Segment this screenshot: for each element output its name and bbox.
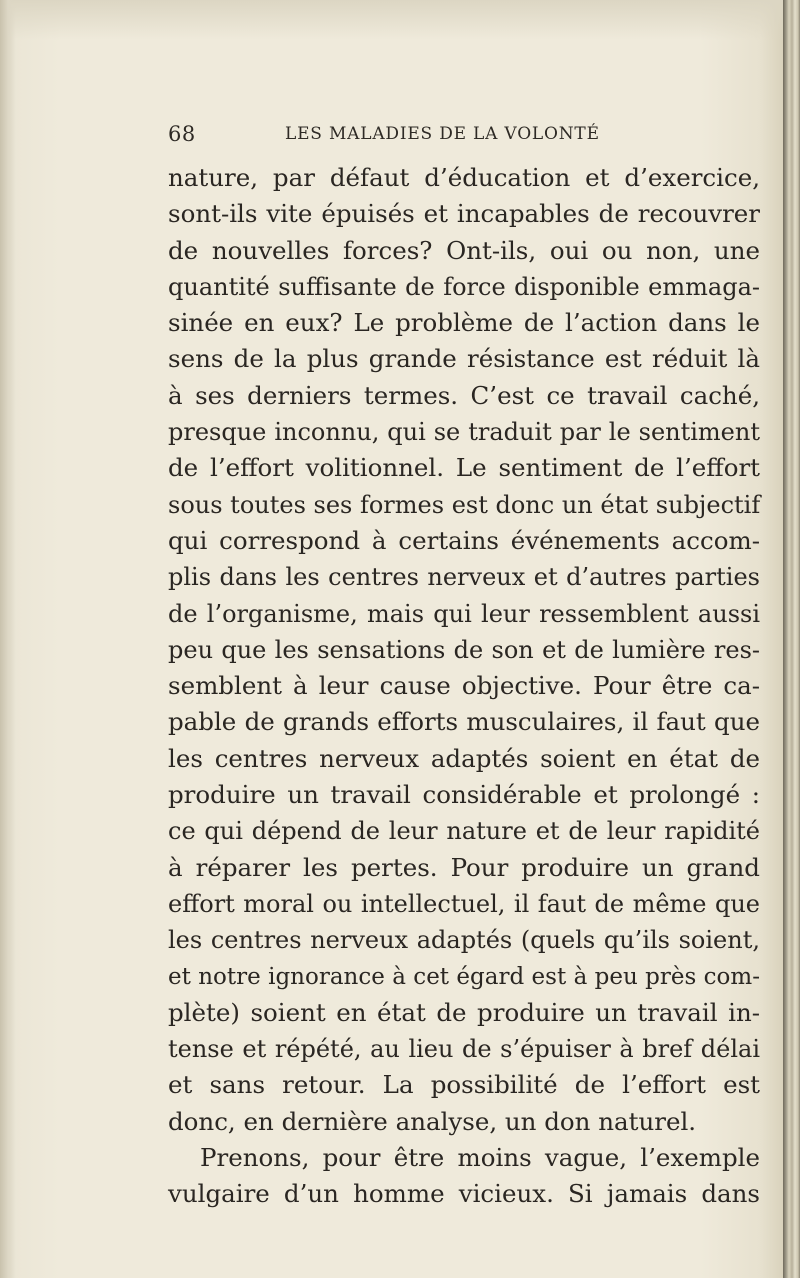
page-number: 68	[168, 122, 196, 146]
text-line: tense et répété, au lieu de s’épuiser à bref délai	[168, 1035, 760, 1064]
text-line: peu que les sensations de son et de lumière res-	[168, 635, 760, 664]
text-line: et notre ignorance à cet égard est à peu près com-	[168, 963, 760, 990]
text-line: nature, par défaut d’éducation et d’exercice,	[168, 163, 760, 192]
text-line: de l’organisme, mais qui leur ressemblent aussi	[168, 599, 760, 628]
text-line: presque inconnu, qui se traduit par le sentiment	[168, 418, 760, 447]
page-header	[168, 122, 758, 150]
page-top-shadow	[0, 0, 800, 40]
text-line: produire un travail considérable et prolongé :	[168, 780, 760, 810]
text-line: vulgaire d’un homme vicieux. Si jamais dans	[168, 1179, 760, 1209]
text-line: à ses derniers termes. C’est ce travail caché,	[168, 380, 760, 410]
text-line: de nouvelles forces? Ont-ils, oui ou non, une	[168, 235, 760, 265]
text-line: Prenons, pour être moins vague, l’exemple	[200, 1143, 760, 1173]
text-line: sous toutes ses formes est donc un état subjectif	[168, 490, 761, 519]
text-line: pable de grands efforts musculaires, il faut que	[168, 707, 760, 737]
text-line: les centres nerveux adaptés soient en état de	[168, 743, 760, 773]
text-line: de l’effort volitionnel. Le sentiment de l’effort	[168, 453, 760, 483]
running-title: LES MALADIES DE LA VOLONTÉ	[285, 124, 600, 144]
text-line: plis dans les centres nerveux et d’autres parties	[168, 563, 760, 592]
text-line: semblent à leur cause objective. Pour être ca-	[168, 671, 760, 701]
text-line: sont-ils vite épuisés et incapables de recouvrer	[168, 199, 760, 229]
text-line: effort moral ou intellectuel, il faut de même que	[168, 889, 760, 918]
text-line: plète) soient en état de produire un travail in-	[168, 997, 760, 1027]
text-line: et sans retour. La possibilité de l’effort est	[168, 1070, 760, 1100]
text-line: donc, en dernière analyse, un don naturel.	[168, 1106, 697, 1136]
page-gutter-shadow	[0, 0, 16, 1278]
text-line: à réparer les pertes. Pour produire un grand	[168, 852, 760, 882]
text-line: sens de la plus grande résistance est réduit là	[168, 344, 760, 374]
book-page-edge	[783, 0, 800, 1278]
text-line: sinée en eux? Le problème de l’action dans le	[168, 308, 760, 338]
body-text	[168, 160, 760, 1213]
text-line: qui correspond à certains événements accom-	[168, 525, 760, 555]
text-line: les centres nerveux adaptés (quels qu’ils soient,	[168, 926, 760, 955]
text-line: quantité suffisante de force disponible emmaga-	[168, 272, 760, 301]
text-line: ce qui dépend de leur nature et de leur rapidité	[168, 817, 760, 846]
